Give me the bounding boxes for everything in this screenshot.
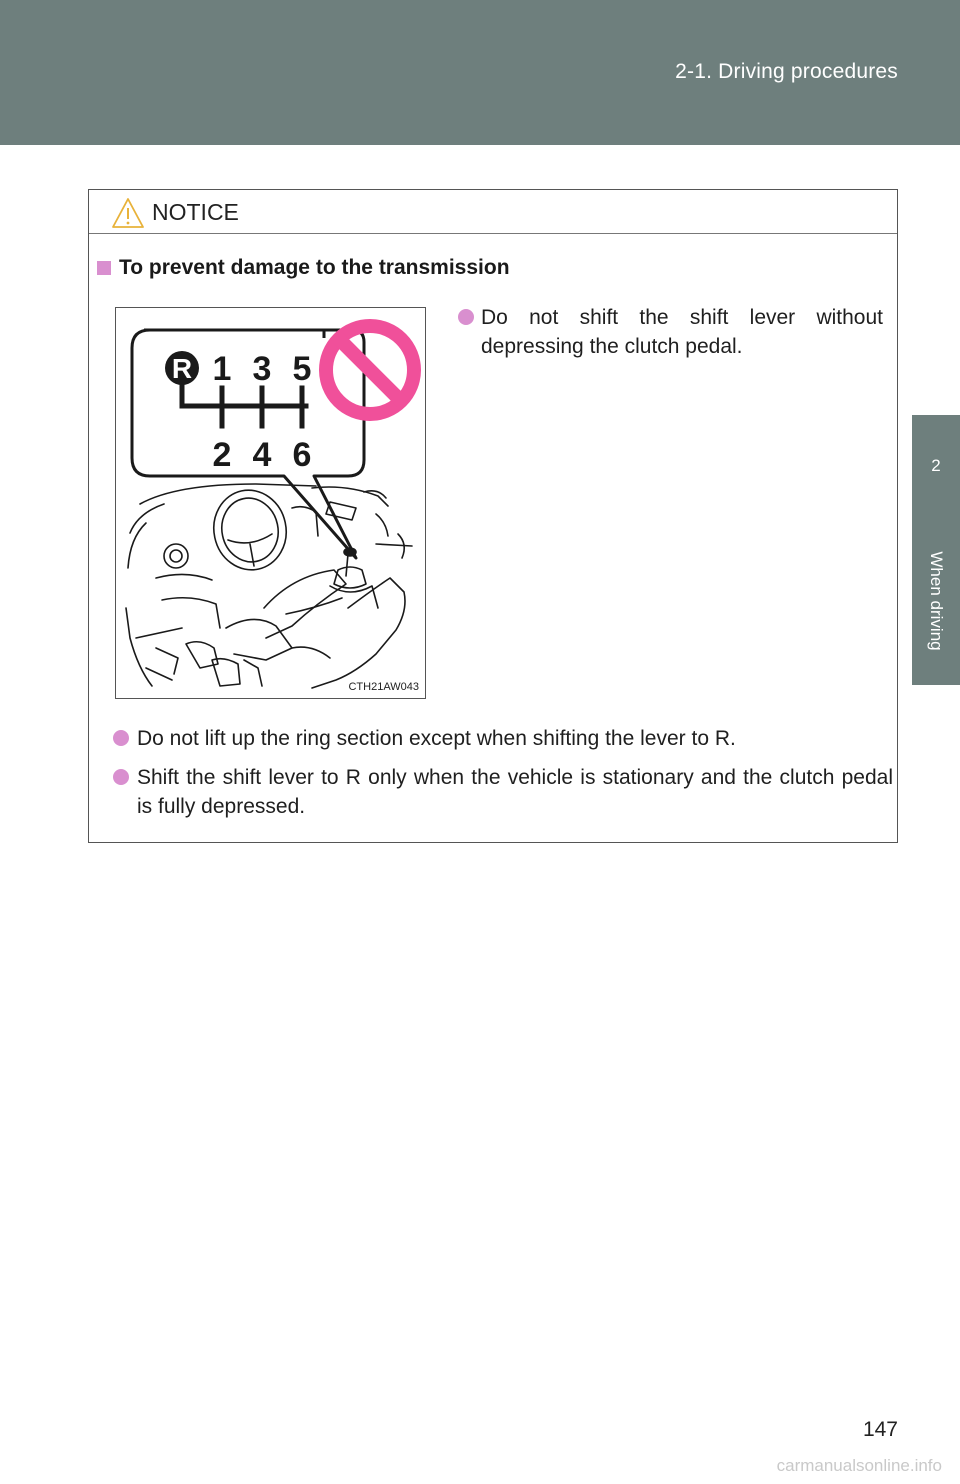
bullet-item (458, 303, 883, 361)
shift-pattern-illustration (115, 307, 426, 699)
notice-box (88, 189, 898, 843)
warning-triangle-icon (111, 197, 145, 229)
gear-label-4: 4 (252, 436, 272, 474)
notice-header (89, 190, 897, 234)
gear-label-2: 2 (212, 436, 232, 474)
bullet-text: Do not lift up the ring section except when shifting the lever to R. (137, 727, 736, 750)
chapter-tab-label (912, 517, 960, 685)
section-heading-text: To prevent damage to the transmission (119, 256, 510, 279)
gear-label-3: 3 (252, 350, 272, 388)
section-heading (97, 256, 510, 280)
gear-label-5: 5 (292, 350, 312, 388)
bullet-dot-icon (113, 769, 129, 785)
page-header (0, 0, 960, 145)
square-bullet-icon (97, 261, 111, 275)
bullet-text: Shift the shift lever to R only when the vehicle is stationary and the clutch pedal is fully depressed. (137, 766, 893, 818)
section-title: 2-1. Driving procedures (675, 60, 898, 83)
notice-title: NOTICE (152, 199, 239, 225)
page-number: 147 (862, 1418, 898, 1441)
watermark: carmanualsonline.info (776, 1456, 942, 1475)
gear-label-r: R (171, 353, 193, 384)
shift-illustration-svg (116, 308, 425, 698)
gear-label-6: 6 (292, 436, 312, 474)
bullet-text: Do not shift the shift lever without depressing the clutch pedal. (481, 306, 883, 358)
bullet-item (113, 763, 893, 821)
bullet-dot-icon (113, 730, 129, 746)
chapter-tab-number: 2 (912, 415, 960, 517)
chapter-label-text: When driving (927, 551, 946, 651)
bullet-dot-icon (458, 309, 474, 325)
car-interior-drawing (126, 483, 412, 688)
bullet-item (113, 724, 893, 753)
figure-code: CTH21AW043 (348, 681, 419, 693)
gear-label-1: 1 (212, 350, 232, 388)
